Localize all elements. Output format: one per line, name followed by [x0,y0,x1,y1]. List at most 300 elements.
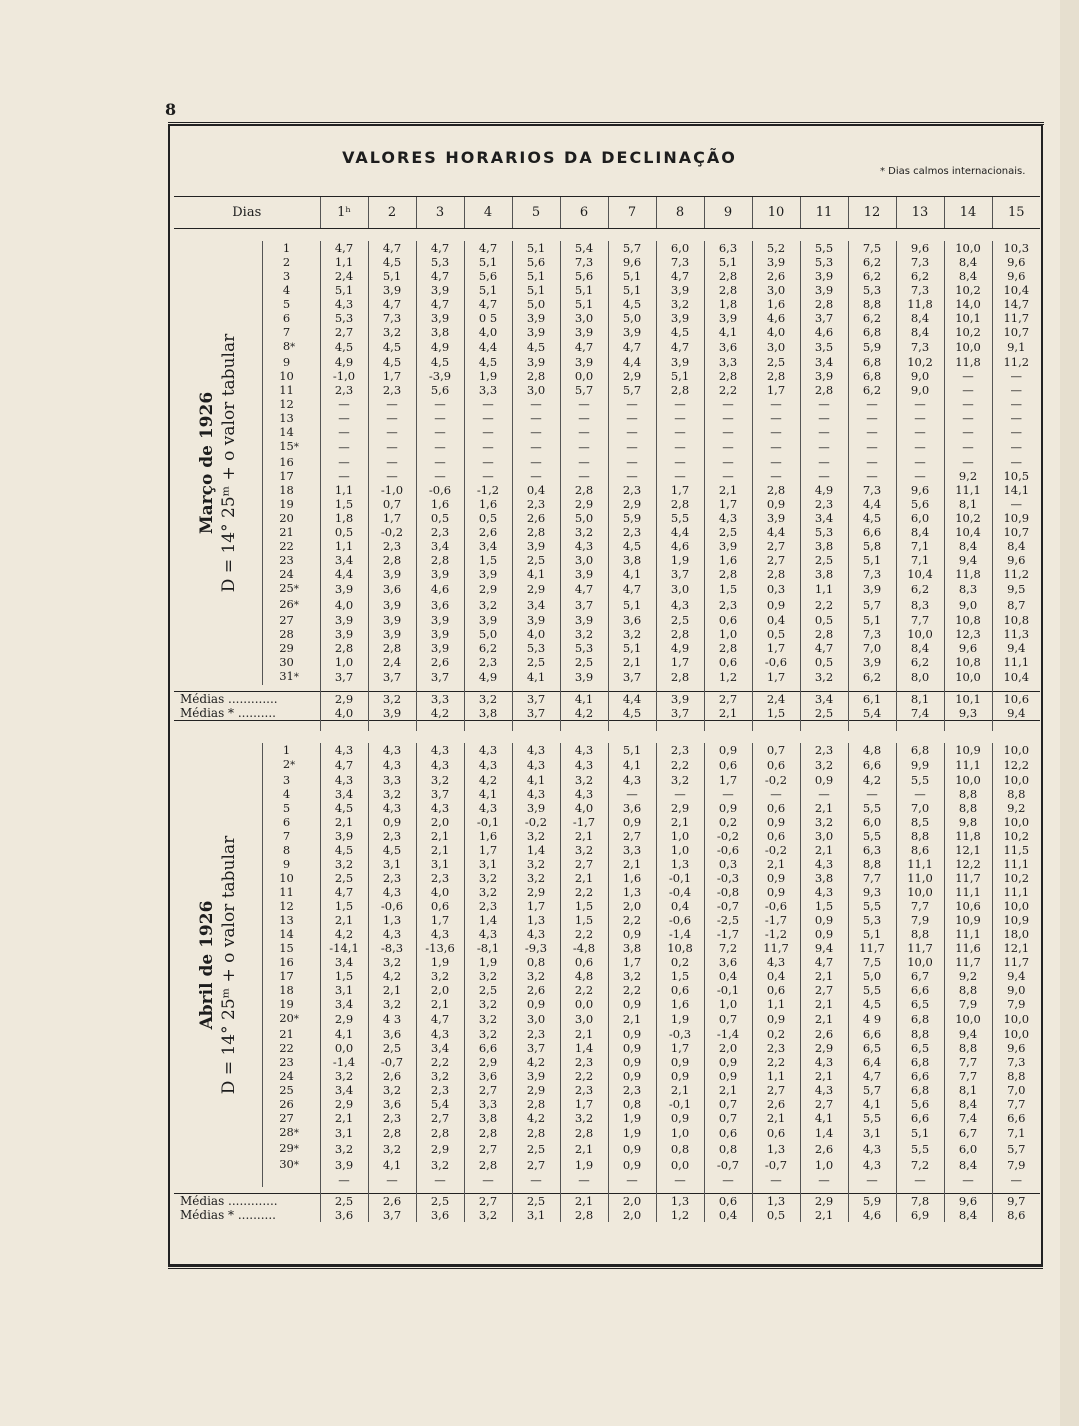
hour-value: 10,0 [944,339,992,355]
hour-value: 11,7 [944,955,992,969]
hour-value: 3,2 [800,815,848,829]
hour-value: 10,2 [944,511,992,525]
day-number [262,655,320,669]
averages-label: Médias * .......... [180,1208,276,1222]
average-value: 0,6 [704,1194,752,1209]
hour-value: 8,8 [944,1041,992,1055]
average-value: 3,2 [464,1208,512,1222]
hour-value: 3,9 [368,283,416,297]
hour-value: 3,7 [416,669,464,685]
hour-value: — [752,787,800,801]
table-row [174,1083,1040,1097]
hour-value: 2,4 [368,655,416,669]
hour-value: 3,9 [416,283,464,297]
average-value: 6,9 [896,1208,944,1222]
hour-value: 4,7 [320,757,368,773]
day-value: 16 [279,455,294,469]
hour-value: 2,3 [512,497,560,511]
hour-value: 8,3 [944,581,992,597]
hour-value: 4,1 [800,1111,848,1125]
hour-value: 9,0 [896,383,944,397]
table-row [174,1141,1040,1157]
hour-value: -1,7 [704,927,752,941]
day-value: 31 [279,669,294,683]
average-value: 3,7 [512,706,560,721]
hour-value: 14,1 [992,483,1040,497]
hour-value: 4,3 [560,787,608,801]
average-value: 6,1 [848,692,896,707]
hour-value: 3,2 [656,773,704,787]
hour-value: 0,6 [416,899,464,913]
hour-value: 0,9 [752,885,800,899]
table-row [174,283,1040,297]
hour-value: 2,1 [656,1083,704,1097]
hour-value: — [416,411,464,425]
hour-value: 0,2 [656,955,704,969]
hour-value: 3,0 [656,581,704,597]
hour-value: 1,1 [320,483,368,497]
hour-value: 10,2 [992,829,1040,843]
hour-value: 2,7 [464,1141,512,1157]
average-value: 9,6 [944,1194,992,1209]
hour-value: 7,9 [992,997,1040,1011]
hour-value: 9,0 [944,597,992,613]
hour-value: 2,1 [416,997,464,1011]
hour-value: 4,3 [320,297,368,311]
hour-value: 0,6 [704,655,752,669]
hour-value: 0,9 [752,871,800,885]
day-number [262,1083,320,1097]
hour-value: 1,7 [368,369,416,383]
hour-value: 2,1 [560,1027,608,1041]
hour-value: 3,9 [416,311,464,325]
hour-value: 5,1 [512,241,560,255]
hour-value: 2,9 [512,1083,560,1097]
hour-value: 2,5 [656,613,704,627]
hour-value: 9,0 [992,983,1040,997]
day-number [262,283,320,297]
hour-value: 8,1 [944,497,992,511]
hour-value: 1,5 [560,899,608,913]
hour-value: 6,7 [944,1125,992,1141]
hour-value: 1,9 [656,1011,704,1027]
day-value: 24 [279,567,294,581]
hour-value: 2,3 [368,383,416,397]
hour-value: 4,7 [320,885,368,899]
hour-value: 4,3 [464,743,512,757]
header-hour: 1ʰ [320,197,368,229]
hour-value: 3,0 [512,1011,560,1027]
hour-value: — [704,455,752,469]
hour-value: 3,6 [608,613,656,627]
hour-value: 3,0 [512,383,560,397]
hour-value: 8,8 [896,927,944,941]
hour-value: 4,3 [560,743,608,757]
day-value: 22 [279,1041,294,1055]
hour-value: 3,2 [368,1083,416,1097]
hour-value: 3,9 [320,627,368,641]
hour-value: 3,2 [560,627,608,641]
hour-value: 3,2 [608,627,656,641]
hour-value: 10,0 [944,1011,992,1027]
hour-value: 0,9 [752,597,800,613]
hour-value: 3,2 [464,969,512,983]
hour-value: 0,9 [608,1027,656,1041]
average-value: 2,1 [704,706,752,721]
hour-value: 4,6 [656,539,704,553]
hour-value: 6,8 [848,355,896,369]
hour-value: — [608,787,656,801]
hour-value: 1,6 [608,871,656,885]
hour-value: 9,6 [896,483,944,497]
hour-value: -0,7 [704,899,752,913]
hour-value: 3,9 [656,283,704,297]
hour-value: -0,1 [464,815,512,829]
hour-value: 2,5 [704,525,752,539]
day-value: 26 [279,1097,294,1111]
hour-value: 3,4 [416,1041,464,1055]
hour-value: 2,3 [368,871,416,885]
hour-value: 6,2 [848,311,896,325]
header-hour: 4 [464,197,512,229]
day-value: 13 [279,411,294,425]
hour-value: 7,3 [896,255,944,269]
hour-value: 2,5 [320,871,368,885]
hour-value: 0,9 [656,1069,704,1083]
hour-value: 5,4 [560,241,608,255]
hour-value: 10,0 [944,669,992,685]
average-value: 1,3 [656,1194,704,1209]
hour-value: 5,8 [848,539,896,553]
day-value: 1 [282,743,291,757]
hour-value: 2,1 [800,843,848,857]
hour-value: 5,5 [896,1141,944,1157]
hour-value: -14,1 [320,941,368,955]
hour-value: 5,5 [848,899,896,913]
hour-value: — [848,397,896,411]
calm-day-marker: * [293,1128,299,1139]
hour-value: 2,1 [800,801,848,815]
hour-value: 0,6 [560,955,608,969]
hour-value: 7,3 [848,627,896,641]
hour-value: 9,4 [944,1027,992,1041]
day-number [262,455,320,469]
hour-value: 6,8 [896,1011,944,1027]
hour-value: 6,8 [896,743,944,757]
average-value: 2,8 [560,1208,608,1222]
hour-value: 3,7 [512,1041,560,1055]
average-value: 8,4 [944,1208,992,1222]
hour-value: — [464,469,512,483]
day-number [262,627,320,641]
hour-value: 4,9 [656,641,704,655]
hour-value: 2,8 [800,297,848,311]
table-row [174,815,1040,829]
hour-value: 6,6 [848,1027,896,1041]
day-value: 25 [279,581,294,595]
day-number [262,955,320,969]
hour-value: 3,4 [320,1083,368,1097]
hour-value: 5,4 [416,1097,464,1111]
table-row [174,339,1040,355]
averages-row [174,1208,1040,1222]
hour-value: 3,2 [464,885,512,899]
hour-value: -0,1 [656,1097,704,1111]
hour-value: 4,3 [512,787,560,801]
hour-value: 3,3 [704,355,752,369]
day-value: 8 [282,843,291,857]
hour-value: 2,1 [800,997,848,1011]
hour-value: 3,9 [368,613,416,627]
hour-value: 2,6 [512,511,560,525]
hour-value: — [512,455,560,469]
table-row [174,997,1040,1011]
hour-value: — [992,439,1040,455]
hour-value: 10,9 [944,743,992,757]
hour-value: 2,2 [656,757,704,773]
hour-value: 18,0 [992,927,1040,941]
day-value: 25 [279,1083,294,1097]
hour-value: 10,4 [944,525,992,539]
hour-value: 2,1 [608,655,656,669]
hour-value: 4,3 [560,539,608,553]
hour-value: 3,4 [320,787,368,801]
hour-value: 2,3 [416,1083,464,1097]
hour-value: 11,1 [944,927,992,941]
hour-value: 2,9 [320,1097,368,1111]
hour-value: 4,1 [368,1157,416,1173]
average-value: 2,7 [704,692,752,707]
table-row [174,241,1040,255]
table-row [174,941,1040,955]
hour-value: 3,4 [464,539,512,553]
table-row [174,857,1040,871]
day-value: 23 [279,1055,294,1069]
hour-value: 2,5 [800,553,848,567]
hour-value: 3,0 [800,829,848,843]
table-row [174,511,1040,525]
day-value: 20 [279,511,294,525]
averages-label: Médias ............. [174,1194,320,1209]
hour-value: -0,8 [704,885,752,899]
hour-value: 4,1 [512,773,560,787]
hour-value: -0,6 [656,913,704,927]
hour-value: 2,3 [368,539,416,553]
hour-value: 6,2 [896,581,944,597]
hour-value: 9,6 [992,269,1040,283]
hour-value: 2,8 [752,369,800,383]
hour-value: 1,6 [416,497,464,511]
day-value: 16 [279,955,294,969]
hour-value: 11,8 [944,355,992,369]
hour-value: 1,1 [752,997,800,1011]
hour-value: 6,5 [896,997,944,1011]
hour-value: — [512,397,560,411]
hour-value: 2,7 [464,1083,512,1097]
hour-value: 9,6 [944,641,992,655]
hour-value: 4,3 [416,801,464,815]
hour-value: 3,2 [512,857,560,871]
hour-value: — [848,787,896,801]
hour-value: 2,9 [560,497,608,511]
hour-value: 4,3 [416,927,464,941]
hour-value: — [368,411,416,425]
table-row [174,829,1040,843]
hour-value: 11,7 [848,941,896,955]
hour-value: — [512,411,560,425]
hour-value: 11,1 [944,885,992,899]
hour-value: 8,4 [896,641,944,655]
hour-value: — [800,469,848,483]
hour-value: 2,3 [416,871,464,885]
day-number [262,553,320,567]
day-value: 8 [282,339,291,353]
hour-value: 0,3 [752,581,800,597]
day-number [262,241,320,255]
hour-value: 2,1 [800,1069,848,1083]
table-row [174,411,1040,425]
averages-row [174,692,1040,707]
day-number [262,885,320,899]
hour-value: 5,6 [560,269,608,283]
hour-value: — [656,411,704,425]
hour-value: 7,3 [896,339,944,355]
hour-value: — [992,497,1040,511]
table-row [174,1157,1040,1173]
hour-value: — [800,455,848,469]
hour-value: 0,4 [704,969,752,983]
hour-value: 1,9 [416,955,464,969]
hour-value: 2,5 [512,553,560,567]
hour-value: 2,8 [704,641,752,655]
hour-value: 12,1 [992,941,1040,955]
day-number [262,297,320,311]
hour-value: 3,5 [800,339,848,355]
hour-value: 1,6 [704,553,752,567]
day-value: 29 [279,1141,294,1155]
month-label: Março de 1926 [196,391,217,535]
hour-value: 2,2 [416,1055,464,1069]
hour-value: 7,5 [848,955,896,969]
hour-value: — [656,787,704,801]
hour-value: 3,1 [368,857,416,871]
hour-value: 8,5 [896,815,944,829]
header-hour: 6 [560,197,608,229]
hour-value: 2,2 [752,1055,800,1069]
header-hour: 13 [896,197,944,229]
header-hour: 10 [752,197,800,229]
hour-value: 3,9 [848,581,896,597]
hour-value: 0,0 [320,1041,368,1055]
table-row [174,567,1040,581]
average-value: 4,5 [608,706,656,721]
hour-value: — [944,1173,992,1187]
hour-value: 2,6 [368,1069,416,1083]
day-value: 10 [279,369,294,383]
hour-value: 1,7 [512,899,560,913]
hour-value: 2,1 [608,1011,656,1027]
hour-value: 4,5 [368,843,416,857]
hour-value: 8,6 [896,843,944,857]
hour-value: 2,2 [608,983,656,997]
hour-value: — [656,1173,704,1187]
hour-value: 3,7 [656,567,704,581]
day-value: 26 [279,597,294,611]
hour-value: 4,4 [320,567,368,581]
hour-value: 3,2 [368,787,416,801]
hour-value: 7,3 [848,567,896,581]
hour-value: 2,1 [320,1111,368,1125]
hour-value: 5,3 [848,913,896,927]
hour-value: 7,3 [896,283,944,297]
hour-value: 3,9 [656,311,704,325]
hour-value: -0,7 [368,1055,416,1069]
hour-value: 1,7 [656,655,704,669]
hour-value: 2,8 [416,553,464,567]
hour-value: 3,0 [752,283,800,297]
hour-value: — [944,455,992,469]
table-row [174,669,1040,685]
day-number [262,1125,320,1141]
hour-value: — [368,425,416,439]
table-row [174,1125,1040,1141]
table-row [174,369,1040,383]
hour-value: 1,6 [464,497,512,511]
hour-value: 3,0 [560,553,608,567]
formula-label: D = 14° 25ᵐ + o valor tabular [218,835,239,1095]
hour-value: 4,7 [656,339,704,355]
day-number [262,255,320,269]
hour-value: -0,4 [656,885,704,899]
hour-value: 7,7 [944,1055,992,1069]
hour-value: 5,5 [800,241,848,255]
hour-value: 2,3 [608,483,656,497]
hour-value: — [560,397,608,411]
hour-value: -4,8 [560,941,608,955]
hour-value: 10,9 [992,913,1040,927]
hour-value: 4,0 [464,325,512,339]
hour-value: 2,8 [464,1125,512,1141]
hour-value: 5,5 [848,983,896,997]
hour-value: — [896,1173,944,1187]
hour-value: — [608,469,656,483]
hour-value: 11,7 [752,941,800,955]
hour-value: 0,9 [704,1055,752,1069]
hour-value: 3,8 [800,539,848,553]
hour-value: 7,3 [992,1055,1040,1069]
day-value: 29 [279,641,294,655]
day-value: 11 [279,885,294,899]
day-value: 10 [279,871,294,885]
hour-value: 7,2 [896,1157,944,1173]
hour-value: 4,3 [368,757,416,773]
calm-day-marker: * [293,584,299,595]
hour-value: 0,9 [704,743,752,757]
hour-value: 3,9 [320,1157,368,1173]
average-value: 2,6 [368,1194,416,1209]
hour-value: -9,3 [512,941,560,955]
hour-value: — [320,1173,368,1187]
hour-value: 1,0 [320,655,368,669]
hour-value: 6,0 [656,241,704,255]
hour-value: 6,2 [896,269,944,283]
hour-value: 2,8 [800,627,848,641]
hour-value: 4,1 [848,1097,896,1111]
table-row [174,743,1040,757]
hour-value: 7,3 [848,483,896,497]
hour-value: 2,1 [608,857,656,871]
day-value: 15 [279,941,294,955]
